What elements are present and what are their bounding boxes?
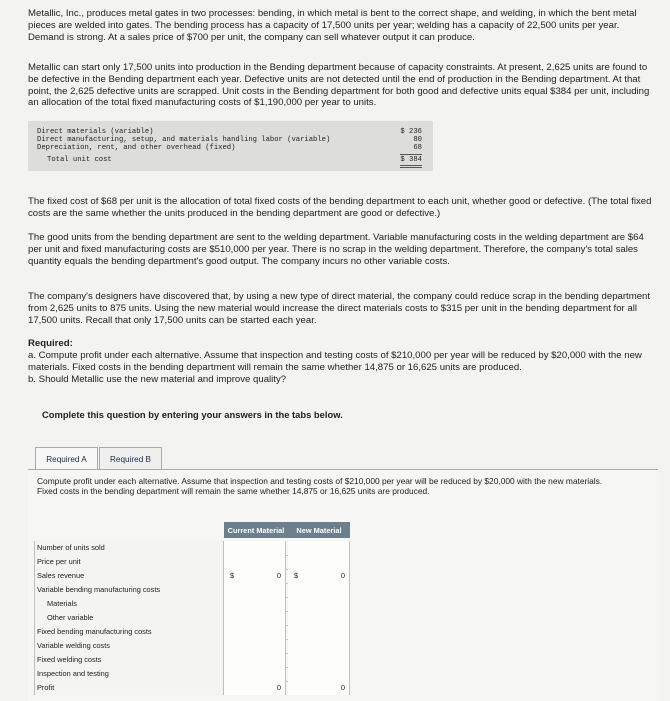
required-title: Required: — [28, 338, 73, 349]
input-new-other-variable[interactable] — [288, 611, 350, 625]
input-current-fixed-welding[interactable] — [224, 653, 286, 667]
input-current-inspection[interactable] — [224, 667, 286, 681]
problem-paragraph-1: Metallic, Inc., produces metal gates in two processes: bending, in which metal is bent to the correct shape, and welding, in which the bent metal pieces are welded into gates. The bending process has a capacity of 17,500 units per year; welding has a capacity of 22,500 units per year. Demand is strong. At a sales price of $700 per unit, the company can sell whatever output it can produce. — [28, 8, 637, 43]
row-label: Profit — [34, 681, 224, 695]
input-current-fixed-bending[interactable] — [224, 625, 286, 639]
total-rule — [400, 154, 422, 155]
input-new-fixed-welding[interactable] — [288, 653, 350, 667]
row-label: Inspection and testing — [34, 667, 224, 681]
input-new-price[interactable] — [288, 555, 350, 569]
input-current-var-welding[interactable] — [224, 639, 286, 653]
input-new-materials[interactable] — [288, 597, 350, 611]
row-label: Variable bending manufacturing costs — [34, 583, 224, 597]
table-row — [34, 639, 350, 654]
new-sales-revenue: $ 0 — [288, 569, 350, 583]
double-rule — [400, 167, 422, 168]
row-label: Number of units sold — [34, 541, 224, 555]
tab-instruction: Compute profit under each alternative. Assume that inspection and testing costs of $210,000 per year will be reduced by $20,000 with the new materials. Fixed costs in the bending department will remain the same whether 14,875 or 16,625 units are produced. — [37, 476, 603, 497]
cost-label: Direct manufacturing, setup, and materials handling labor (variable) — [37, 136, 331, 144]
table-row — [34, 569, 350, 584]
problem-paragraph-3: The fixed cost of $68 per unit is the allocation of total fixed costs of the bending department to each unit, whether good or defective. (The total fixed costs are the same whether the units produced in the bending department are good or defective.) — [28, 196, 652, 219]
table-row — [34, 541, 350, 556]
required-b: b. Should Metallic use the new material and improve quality? — [28, 374, 287, 385]
cost-total-label: Total unit cost — [47, 156, 112, 164]
input-current-units-sold[interactable] — [224, 541, 286, 555]
table-row — [34, 667, 350, 682]
table-row — [34, 597, 350, 612]
question-note: Complete this question by entering your answers in the tabs below. — [42, 409, 343, 420]
current-sales-revenue: $ 0 — [224, 569, 286, 583]
cost-label: Direct materials (variable) — [37, 128, 154, 136]
unit-cost-table — [28, 121, 433, 171]
cost-label: Depreciation, rent, and other overhead (fixed) — [37, 144, 236, 152]
required-a: a. Compute profit under each alternative. Assume that inspection and testing costs of $210,000 per year will be reduced by $20,000 with the new materials. Fixed costs in the bending department will remain the same whether 14,875 or 16,625 units are produced. — [28, 350, 642, 373]
input-new-units-sold[interactable] — [288, 541, 350, 555]
row-label: Other variable — [34, 611, 224, 625]
column-header-current: Current Material — [224, 522, 288, 538]
table-row — [34, 555, 350, 570]
double-rule — [400, 165, 422, 166]
table-row — [34, 653, 350, 668]
table-row — [34, 611, 350, 626]
input-current-price[interactable] — [224, 555, 286, 569]
input-current-var-bending[interactable] — [224, 583, 286, 597]
cost-value: $ 236 — [400, 128, 422, 136]
tab-required-a[interactable]: Required A — [35, 447, 98, 470]
cost-value: 68 — [413, 144, 422, 152]
current-profit: 0 — [224, 681, 286, 695]
input-new-inspection[interactable] — [288, 667, 350, 681]
cost-total-value: $ 384 — [400, 156, 422, 164]
row-label: Sales revenue — [34, 569, 224, 583]
problem-paragraph-4: The good units from the bending department are sent to the welding department. Variable manufacturing costs in the welding department are $64 per unit and fixed manufacturing costs are $510,000 per year. There is no scrap in the welding department. Therefore, the company's total sales quantity equals the bending department's good output. The company incurs no other variable costs. — [28, 232, 644, 267]
table-row — [34, 625, 350, 640]
problem-paragraph-2: Metallic can start only 17,500 units into production in the Bending department because of capacity constraints. At present, 2,625 units are found to be defective in the Bending department each year. Defective units are not detected until the end of production in the Bending department. At that point, the 2,625 defective units are scrapped. Unit costs in the Bending department for both good and defective units equal $384 per unit, including an allocation of the total fixed manufacturing costs of $1,190,000 per year to units. — [28, 62, 650, 109]
column-header-new: New Material — [288, 522, 350, 538]
input-current-other-variable[interactable] — [224, 611, 286, 625]
input-new-fixed-bending[interactable] — [288, 625, 350, 639]
new-profit: 0 — [288, 681, 350, 695]
row-label: Variable welding costs — [34, 639, 224, 653]
table-row — [34, 583, 350, 598]
tab-required-b[interactable]: Required B — [99, 447, 162, 470]
row-label: Price per unit — [34, 555, 224, 569]
cost-value: 80 — [413, 136, 422, 144]
input-current-materials[interactable] — [224, 597, 286, 611]
input-new-var-welding[interactable] — [288, 639, 350, 653]
table-row — [34, 681, 350, 695]
input-new-var-bending[interactable] — [288, 583, 350, 597]
row-label: Fixed bending manufacturing costs — [34, 625, 224, 639]
row-label: Materials — [34, 597, 224, 611]
row-label: Fixed welding costs — [34, 653, 224, 667]
problem-paragraph-5: The company's designers have discovered that, by using a new type of direct material, the company could reduce scrap in the bending department from 2,625 units to 875 units. Using the new material would increase the direct materials costs to $315 per unit in the bending department for all 17,500 units. Recall that only 17,500 units can be started each year. — [28, 291, 651, 326]
